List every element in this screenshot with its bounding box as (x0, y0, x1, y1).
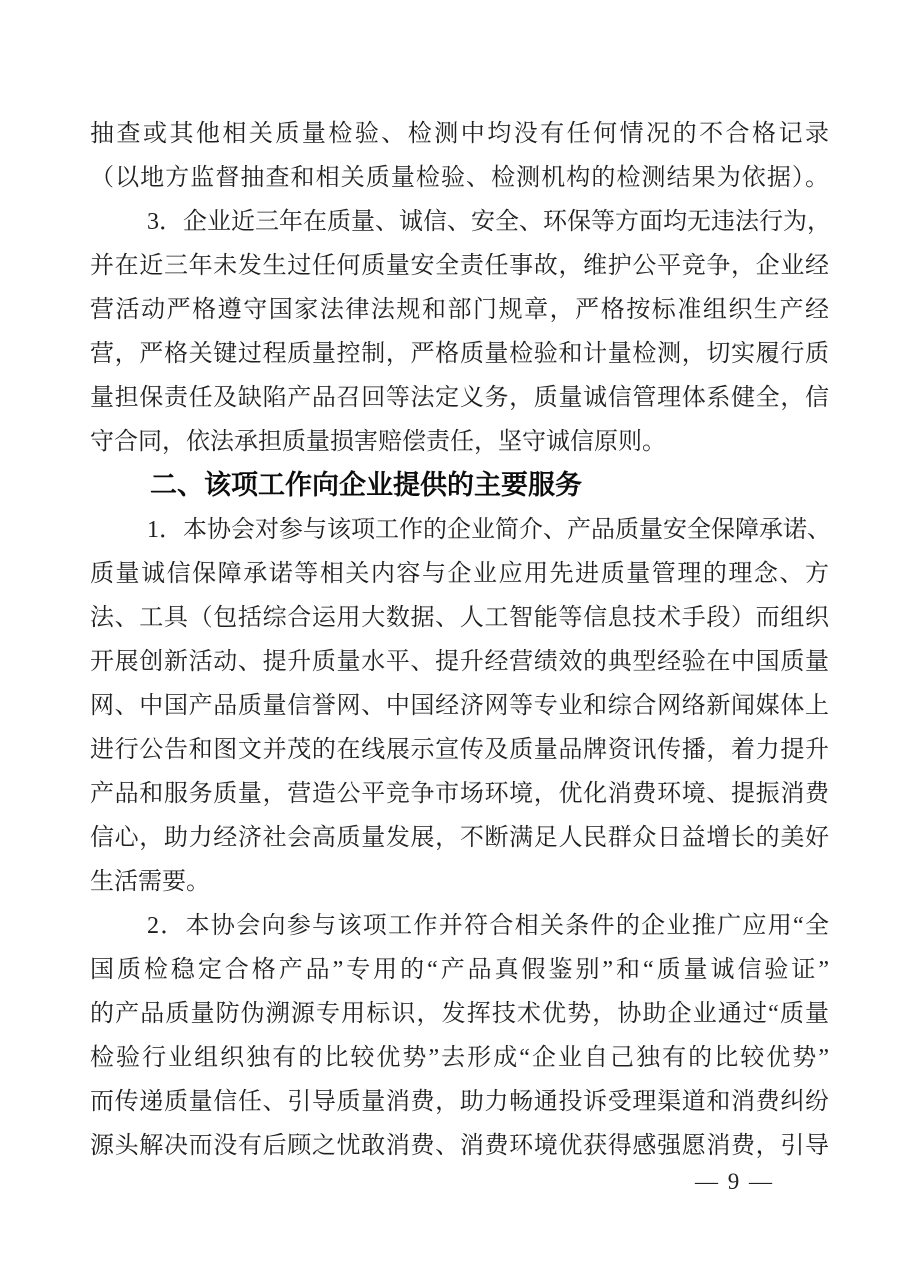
body-line: 检验行业组织独有的比较优势”去形成“企业自己独有的比较优势” (90, 1045, 829, 1071)
body-line: 信心，助力经济社会高质量发展，不断满足人民群众日益增长的美好 (90, 825, 829, 851)
body-line: （以地方监督抽查和相关质量检验、检测机构的检测结果为依据）。 (90, 165, 829, 191)
section-heading: 二、该项工作向企业提供的主要服务 (150, 470, 582, 501)
body-line-item-1: 1．本协会对参与该项工作的企业简介、产品质量安全保障承诺、 (147, 517, 831, 543)
body-line: 质量诚信保障承诺等相关内容与企业应用先进质量管理的理念、方 (90, 561, 829, 587)
body-line: 进行公告和图文并茂的在线展示宣传及质量品牌资讯传播，着力提升 (90, 737, 829, 763)
document-body (90, 112, 829, 1168)
body-line: 守合同，依法承担质量损害赔偿责任，坚守诚信原则。 (90, 429, 666, 455)
body-line: 营活动严格遵守国家法律法规和部门规章，严格按标准组织生产经 (90, 297, 829, 323)
body-line: 生活需要。 (90, 869, 210, 895)
page-footer (90, 1162, 829, 1202)
body-line-item-2: 2．本协会向参与该项工作并符合相关条件的企业推广应用“全 (147, 913, 829, 939)
body-line-item-3: 3．企业近三年在质量、诚信、安全、环保等方面均无违法行为， (147, 209, 831, 235)
body-line: 国质检稳定合格产品”专用的“产品真假鉴别”和“质量诚信验证” (90, 957, 829, 983)
body-line: 法、工具（包括综合运用大数据、人工智能等信息技术手段）而组织 (90, 605, 829, 631)
body-line: 产品和服务质量，营造公平竞争市场环境，优化消费环境、提振消费 (90, 781, 829, 807)
body-line: 并在近三年未发生过任何质量安全责任事故，维护公平竞争，企业经 (90, 253, 829, 279)
page-number: — 9 — (695, 1169, 774, 1194)
body-line: 开展创新活动、提升质量水平、提升经营绩效的典型经验在中国质量 (90, 649, 829, 675)
body-line: 的产品质量防伪溯源专用标识，发挥技术优势，协助企业通过“质量 (90, 1001, 829, 1027)
body-line: 网、中国产品质量信誉网、中国经济网等专业和综合网络新闻媒体上 (90, 693, 829, 719)
body-line: 营，严格关键过程质量控制，严格质量检验和计量检测，切实履行质 (90, 341, 829, 367)
body-line: 抽查或其他相关质量检验、检测中均没有任何情况的不合格记录 (90, 121, 829, 147)
body-line: 源头解决而没有后顾之忧敢消费、消费环境优获得感强愿消费，引导 (90, 1133, 829, 1159)
body-line: 而传递质量信任、引导质量消费，助力畅通投诉受理渠道和消费纠纷 (90, 1089, 829, 1115)
body-line: 量担保责任及缺陷产品召回等法定义务，质量诚信管理体系健全，信 (90, 385, 829, 411)
